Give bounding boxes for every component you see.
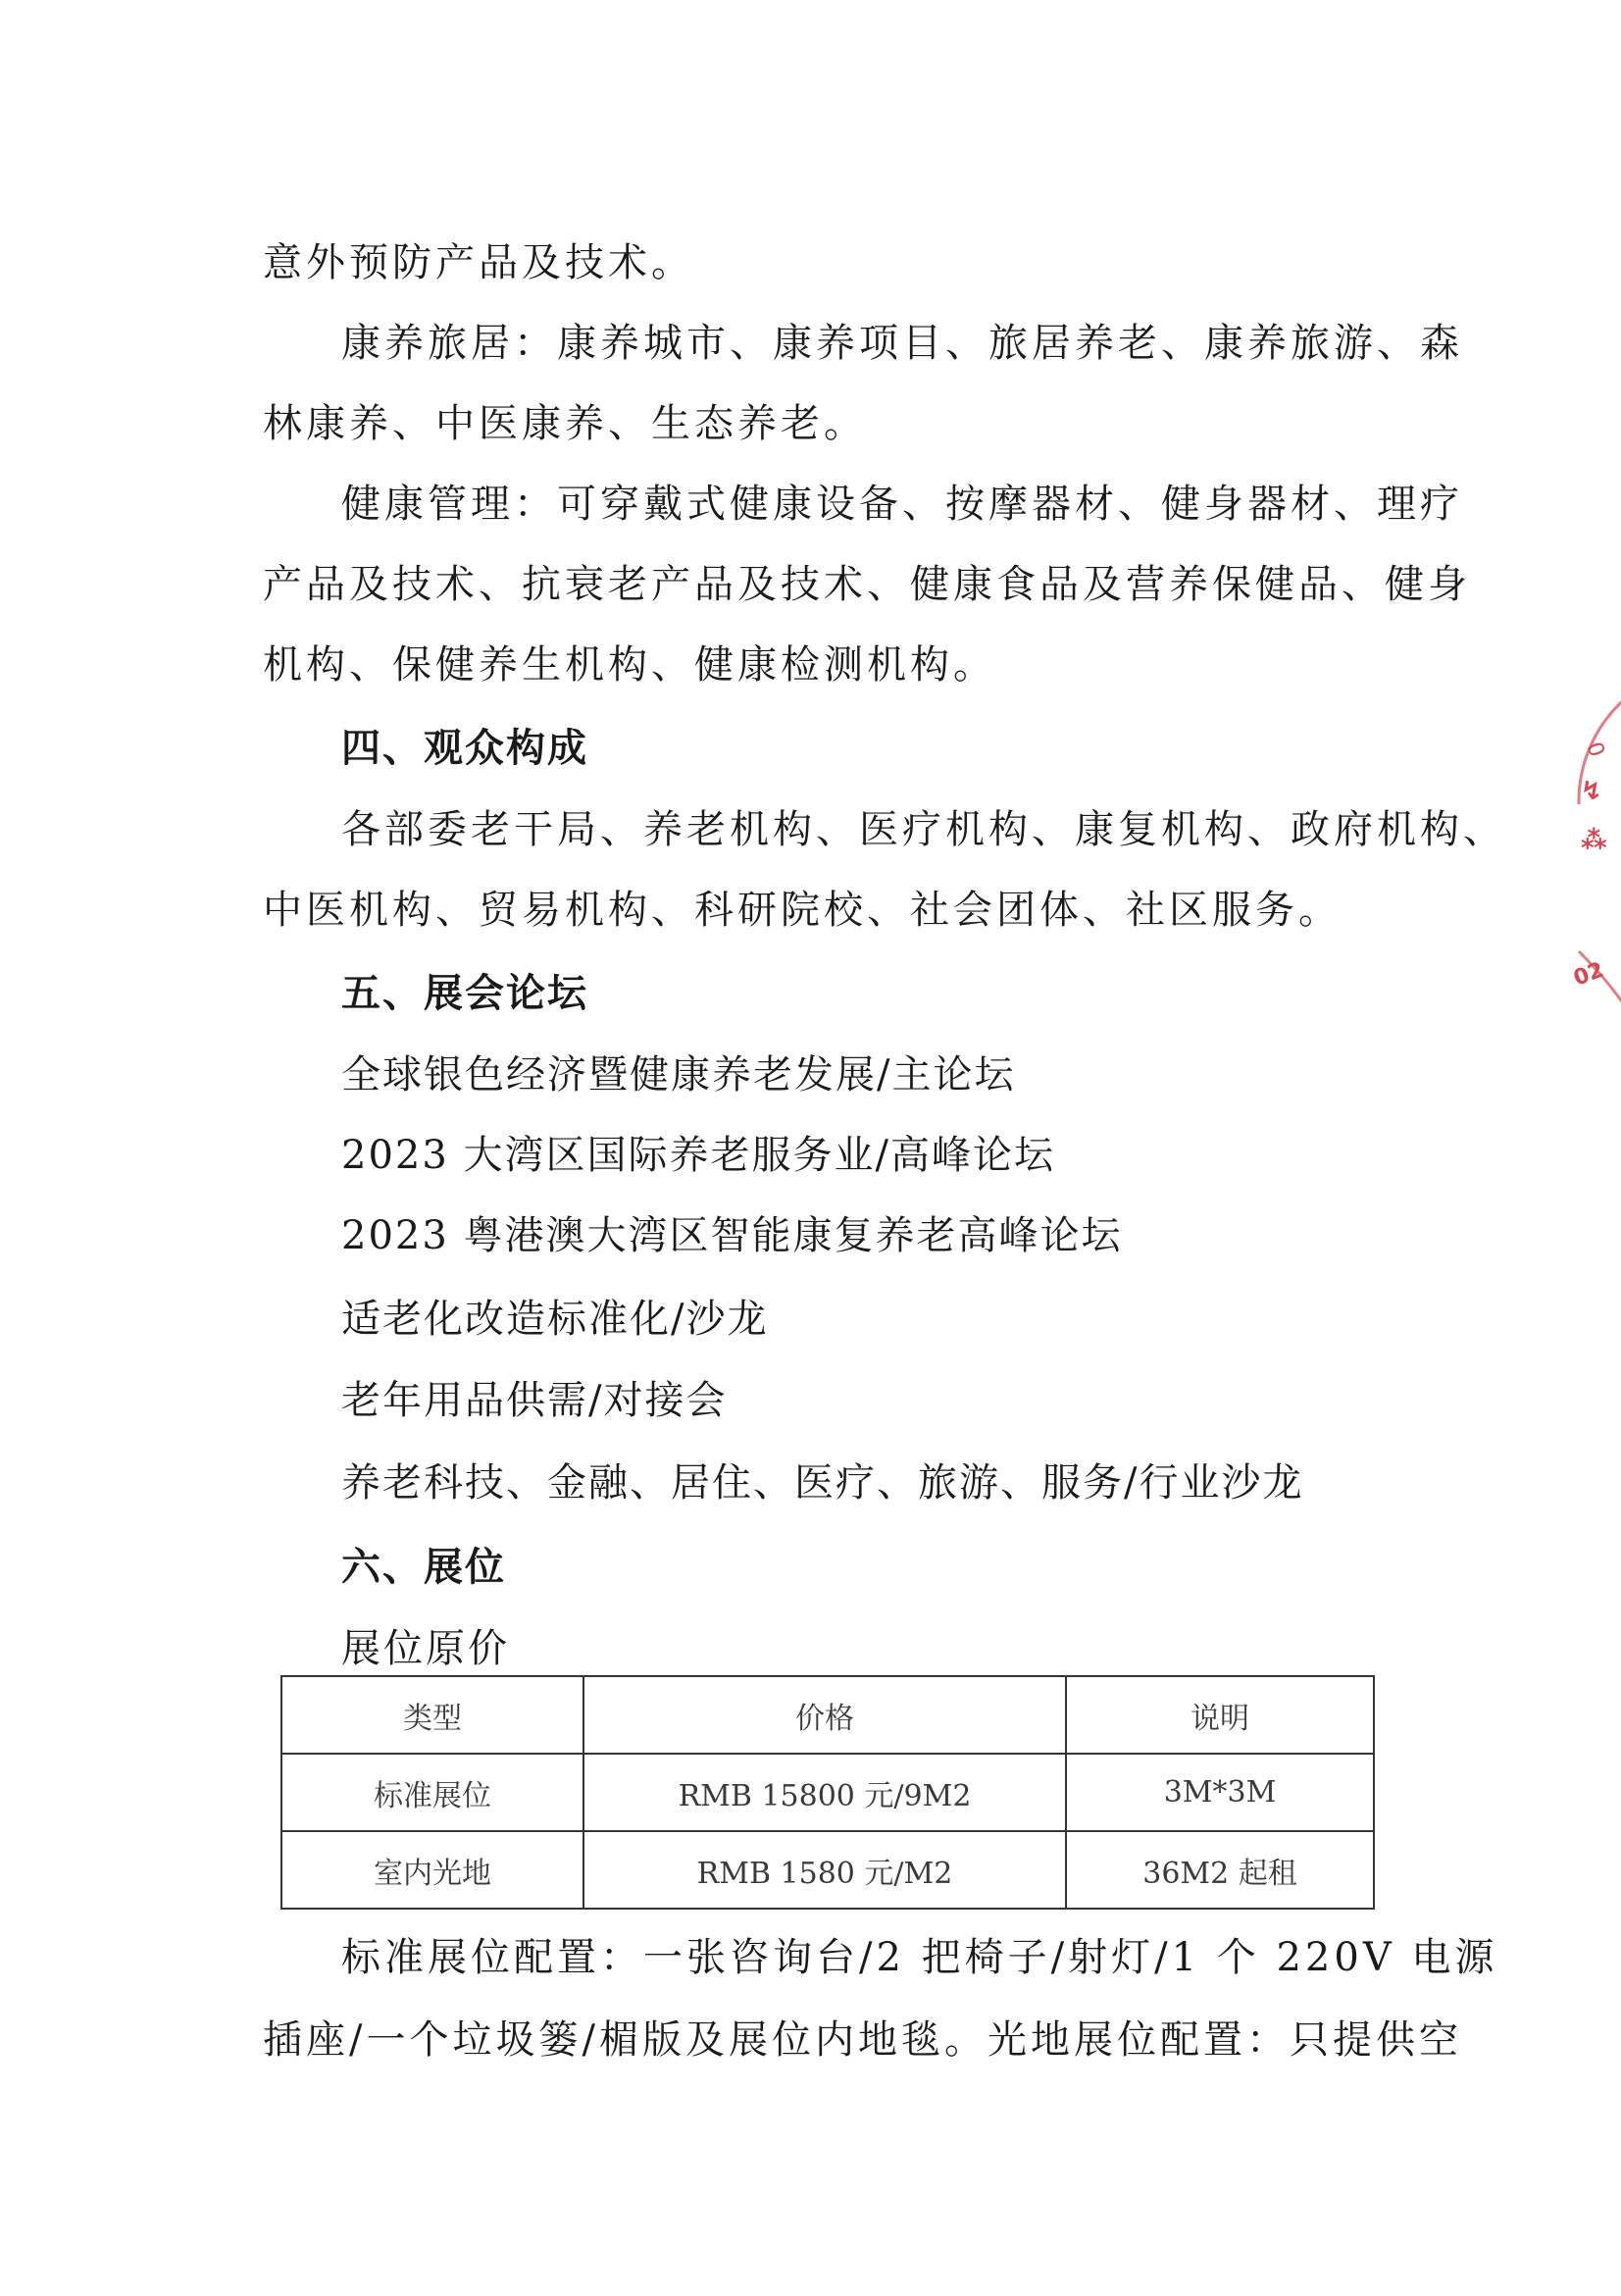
seal-stamp-icon bbox=[1569, 687, 1621, 1030]
forum-item: 全球银色经济暨健康养老发展/主论坛 bbox=[341, 1052, 1016, 1097]
table-cell: 室内光地 bbox=[281, 1831, 583, 1909]
paragraph-line: 健康管理：可穿戴式健康设备、按摩器材、健身器材、理疗 bbox=[341, 482, 1463, 527]
table-header-row bbox=[281, 1676, 1374, 1754]
table-cell: 标准展位 bbox=[281, 1754, 583, 1831]
forum-item: 适老化改造标准化/沙龙 bbox=[341, 1297, 769, 1342]
section-heading: 六、展位 bbox=[341, 1544, 506, 1590]
table-cell: RMB 1580 元/M2 bbox=[583, 1831, 1066, 1909]
table-row bbox=[281, 1831, 1374, 1909]
table-cell: 3M*3M bbox=[1066, 1754, 1374, 1831]
table-header-cell: 说明 bbox=[1066, 1676, 1374, 1754]
svg-text:02: 02 bbox=[1570, 957, 1607, 992]
forum-item: 养老科技、金融、居住、医疗、旅游、服务/行业沙龙 bbox=[341, 1460, 1304, 1505]
table-row bbox=[281, 1754, 1374, 1831]
paragraph-line: 康养旅居：康养城市、康养项目、旅居养老、康养旅游、森 bbox=[341, 321, 1463, 366]
paragraph-line: 中医机构、贸易机构、科研院校、社会团体、社区服务。 bbox=[263, 888, 1342, 933]
section-heading: 五、展会论坛 bbox=[341, 970, 588, 1016]
paragraph-line: 机构、保健养生机构、健康检测机构。 bbox=[263, 642, 996, 688]
table-caption: 展位原价 bbox=[341, 1626, 510, 1671]
table-cell: 36M2 起租 bbox=[1066, 1831, 1374, 1909]
booth-price-table bbox=[280, 1675, 1375, 1910]
paragraph-line: 各部委老干局、养老机构、医疗机构、康复机构、政府机构、 bbox=[341, 807, 1506, 852]
paragraph-line: 意外预防产品及技术。 bbox=[263, 240, 694, 285]
forum-item: 2023 粤港澳大湾区智能康复养老高峰论坛 bbox=[341, 1213, 1123, 1258]
table-header-cell: 类型 bbox=[281, 1676, 583, 1754]
paragraph-line: 标准展位配置：一张咨询台/2 把椅子/射灯/1 个 220V 电源 bbox=[341, 1935, 1498, 1980]
paragraph-line: 插座/一个垃圾篓/楣版及展位内地毯。光地展位配置：只提供空 bbox=[263, 2017, 1462, 2063]
forum-item: 老年用品供需/对接会 bbox=[341, 1378, 728, 1423]
table-cell: RMB 15800 元/9M2 bbox=[583, 1754, 1066, 1831]
forum-item: 2023 大湾区国际养老服务业/高峰论坛 bbox=[341, 1133, 1055, 1178]
svg-text:↯: ↯ bbox=[1581, 777, 1602, 806]
table-header-cell: 价格 bbox=[583, 1676, 1066, 1754]
paragraph-line: 林康养、中医康养、生态养老。 bbox=[263, 401, 867, 446]
svg-text:⁂: ⁂ bbox=[1581, 826, 1607, 855]
section-heading: 四、观众构成 bbox=[341, 725, 588, 771]
paragraph-line: 产品及技术、抗衰老产品及技术、健康食品及营养保健品、健身 bbox=[263, 562, 1471, 607]
svg-text:0: 0 bbox=[1581, 739, 1609, 761]
